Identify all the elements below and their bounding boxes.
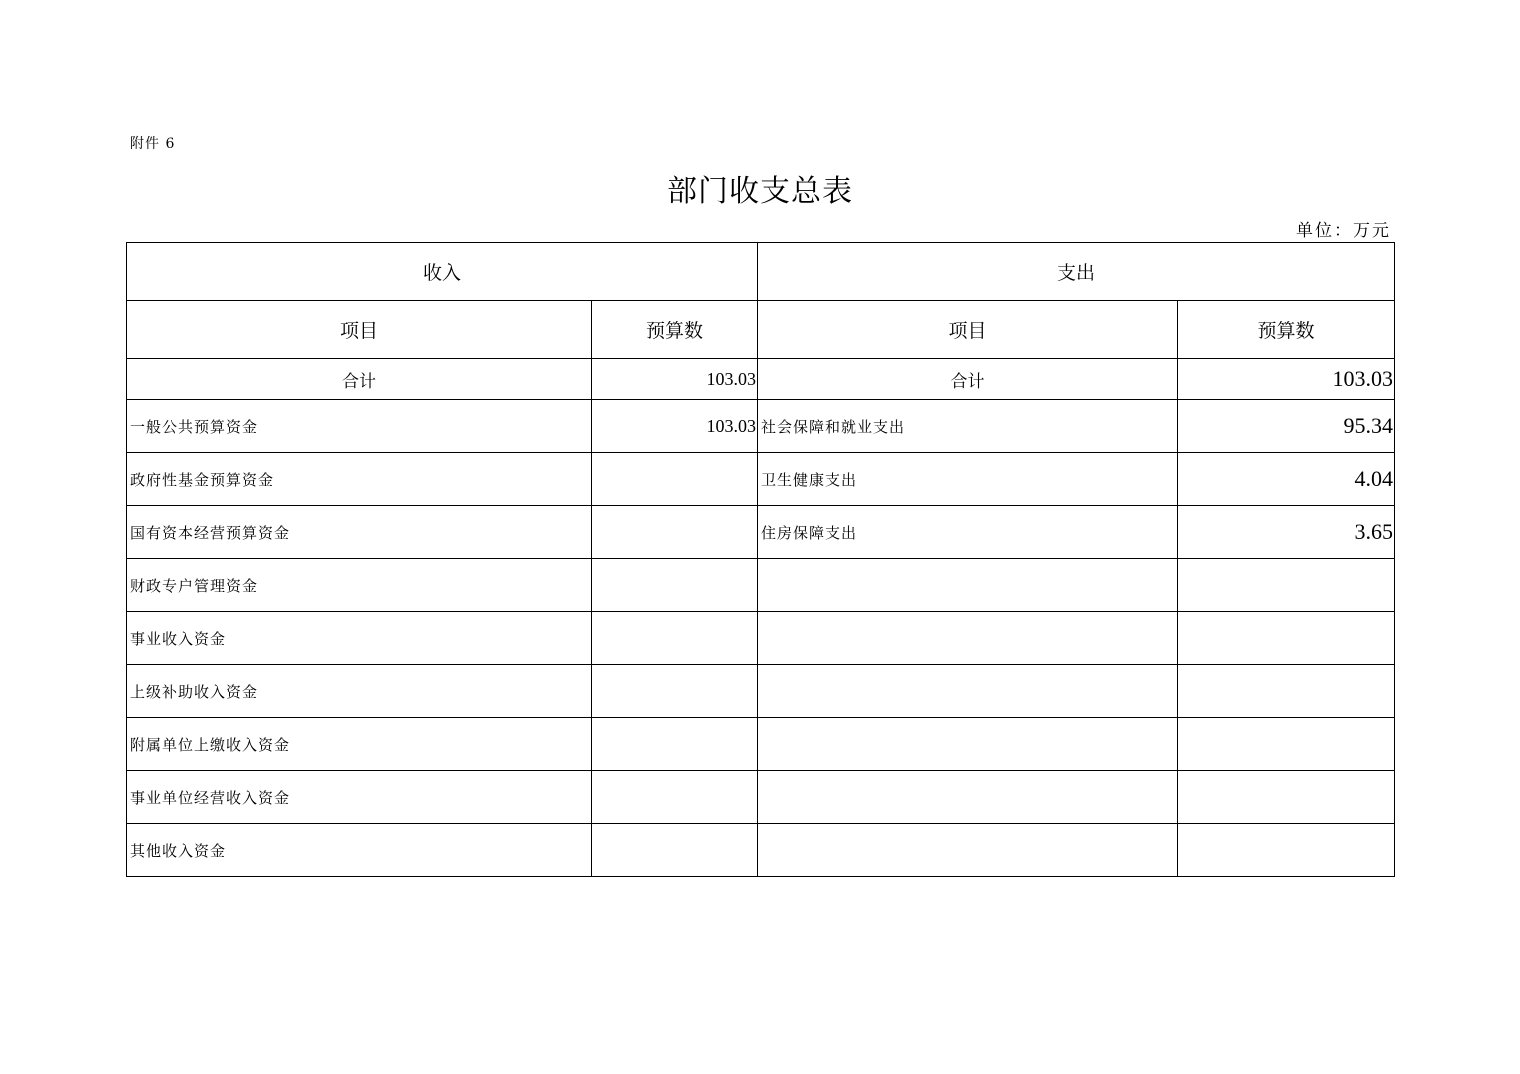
expense-header: 支出 bbox=[758, 243, 1395, 301]
expense-value bbox=[1178, 771, 1395, 824]
budget-table bbox=[126, 242, 1395, 877]
expense-item: 卫生健康支出 bbox=[758, 453, 1178, 506]
income-total-value: 103.03 bbox=[592, 359, 758, 400]
table-row bbox=[127, 559, 1395, 612]
income-item-col-header: 项目 bbox=[127, 301, 592, 359]
income-item: 国有资本经营预算资金 bbox=[127, 506, 592, 559]
income-header: 收入 bbox=[127, 243, 758, 301]
income-item: 事业收入资金 bbox=[127, 612, 592, 665]
income-budget-col-header: 预算数 bbox=[592, 301, 758, 359]
income-item: 财政专户管理资金 bbox=[127, 559, 592, 612]
income-value bbox=[592, 665, 758, 718]
expense-value bbox=[1178, 612, 1395, 665]
income-value bbox=[592, 612, 758, 665]
expense-item bbox=[758, 612, 1178, 665]
income-item: 政府性基金预算资金 bbox=[127, 453, 592, 506]
section-header-row bbox=[127, 243, 1395, 301]
table-row bbox=[127, 400, 1395, 453]
table-row bbox=[127, 665, 1395, 718]
attachment-label: 附件 6 bbox=[130, 136, 176, 152]
table-row bbox=[127, 771, 1395, 824]
expense-item bbox=[758, 559, 1178, 612]
table-row bbox=[127, 612, 1395, 665]
income-item: 上级补助收入资金 bbox=[127, 665, 592, 718]
expense-item bbox=[758, 824, 1178, 877]
table-row bbox=[127, 718, 1395, 771]
income-value bbox=[592, 559, 758, 612]
table-row bbox=[127, 453, 1395, 506]
table-row bbox=[127, 824, 1395, 877]
expense-value bbox=[1178, 718, 1395, 771]
expense-item bbox=[758, 771, 1178, 824]
page-title: 部门收支总表 bbox=[667, 174, 853, 209]
expense-item: 社会保障和就业支出 bbox=[758, 400, 1178, 453]
total-row bbox=[127, 359, 1395, 400]
income-value bbox=[592, 453, 758, 506]
income-item: 事业单位经营收入资金 bbox=[127, 771, 592, 824]
income-item: 附属单位上缴收入资金 bbox=[127, 718, 592, 771]
expense-value bbox=[1178, 665, 1395, 718]
expense-total-label: 合计 bbox=[758, 359, 1178, 400]
income-value: 103.03 bbox=[592, 400, 758, 453]
expense-total-value: 103.03 bbox=[1178, 359, 1395, 400]
expense-value: 3.65 bbox=[1178, 506, 1395, 559]
income-value bbox=[592, 824, 758, 877]
expense-item bbox=[758, 718, 1178, 771]
income-item: 其他收入资金 bbox=[127, 824, 592, 877]
income-value bbox=[592, 718, 758, 771]
expense-value bbox=[1178, 824, 1395, 877]
income-item: 一般公共预算资金 bbox=[127, 400, 592, 453]
income-value bbox=[592, 506, 758, 559]
income-total-label: 合计 bbox=[127, 359, 592, 400]
column-header-row bbox=[127, 301, 1395, 359]
expense-item-col-header: 项目 bbox=[758, 301, 1178, 359]
expense-value: 95.34 bbox=[1178, 400, 1395, 453]
unit-label: 单位：万元 bbox=[1296, 221, 1391, 241]
income-value bbox=[592, 771, 758, 824]
expense-item bbox=[758, 665, 1178, 718]
expense-value bbox=[1178, 559, 1395, 612]
expense-value: 4.04 bbox=[1178, 453, 1395, 506]
expense-budget-col-header: 预算数 bbox=[1178, 301, 1395, 359]
expense-item: 住房保障支出 bbox=[758, 506, 1178, 559]
table-row bbox=[127, 506, 1395, 559]
